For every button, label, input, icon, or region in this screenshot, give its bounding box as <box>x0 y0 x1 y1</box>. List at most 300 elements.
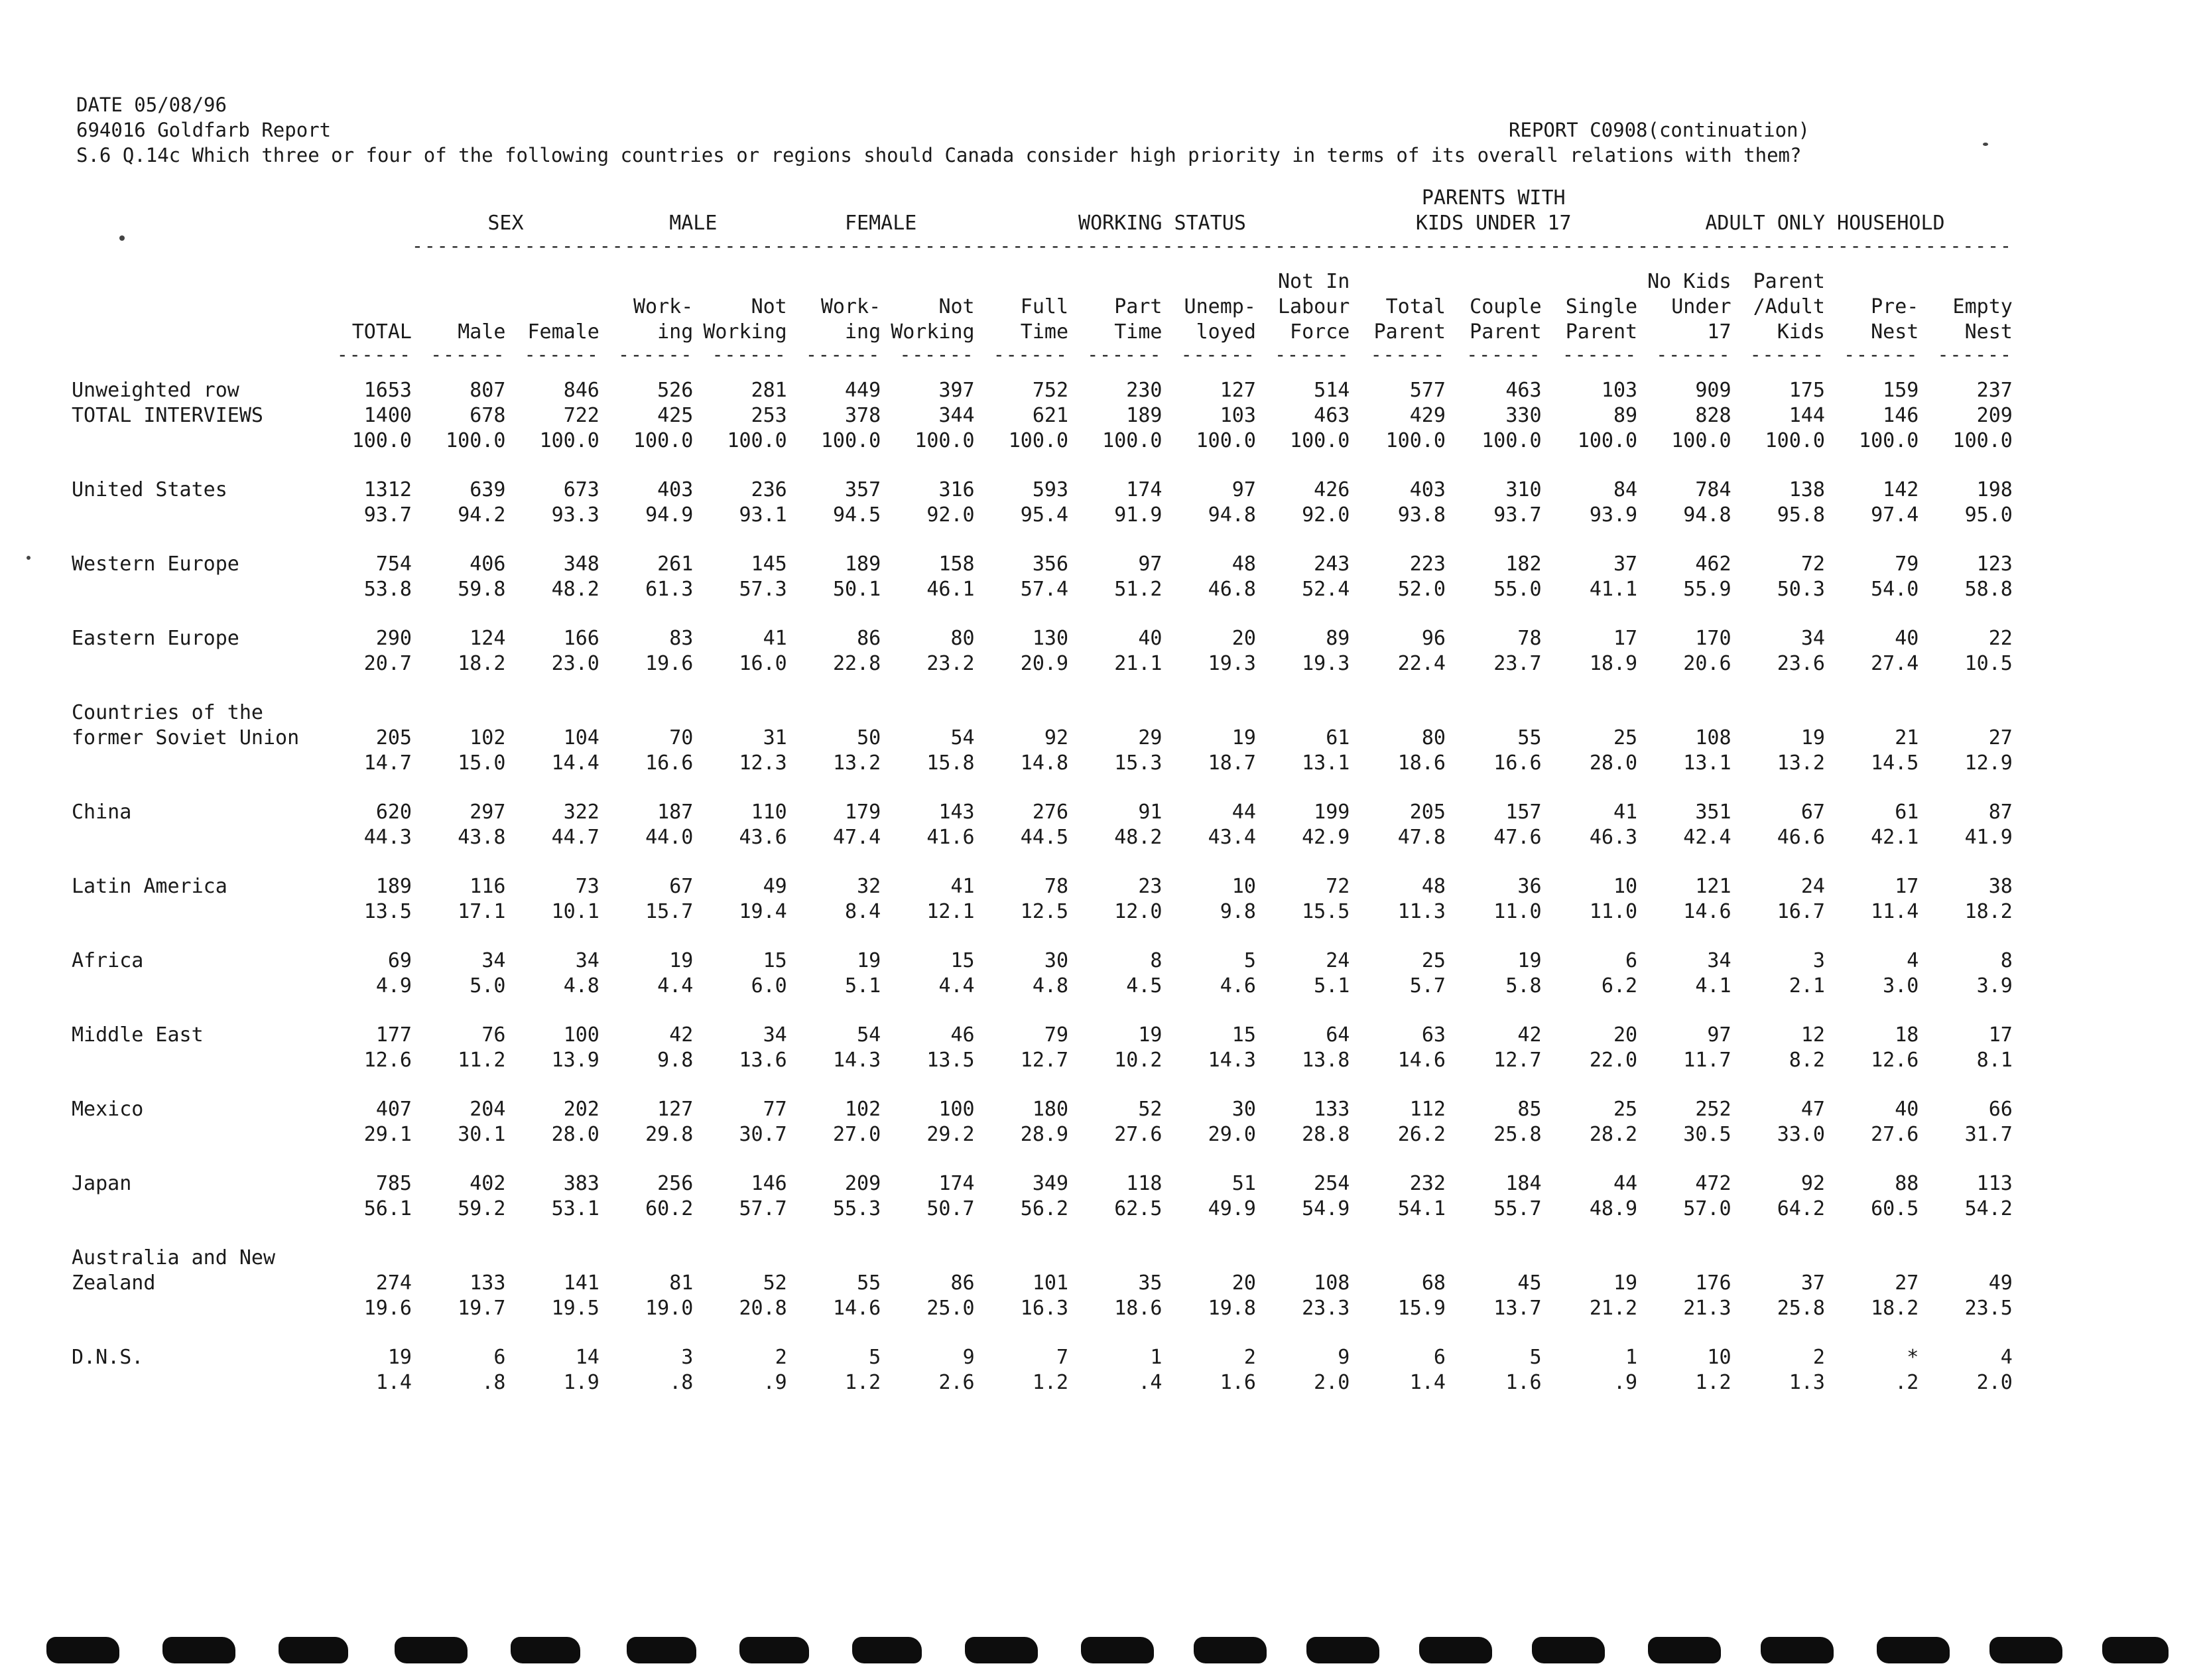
cell-value: 58.8 <box>1964 578 2013 601</box>
cell-value: 12.0 <box>1114 900 1163 923</box>
column-rule: ------ <box>899 344 975 365</box>
cell-value: 45 <box>1517 1271 1542 1295</box>
column-header <box>1825 269 1919 294</box>
cell-value: 48.9 <box>1589 1197 1638 1220</box>
cell-value: 6.0 <box>751 974 787 998</box>
cell-value: 20 <box>1613 1023 1638 1047</box>
cell-value: 19 <box>1138 1023 1163 1047</box>
column-rule: ------ <box>336 344 412 365</box>
cell-value: 123 <box>1976 552 2013 576</box>
cell-value: 472 <box>1695 1172 1732 1195</box>
row-label <box>72 236 327 256</box>
cell-value: 19.5 <box>551 1297 599 1320</box>
cell-value: 25.8 <box>1493 1123 1542 1146</box>
row-label: Latin America <box>72 875 227 898</box>
cell-value: 102 <box>470 726 506 749</box>
cell-value: 103 <box>1220 404 1256 427</box>
cell-value: 23.3 <box>1302 1297 1350 1320</box>
cell-value: 14.3 <box>832 1049 881 1072</box>
cell-value: 22.0 <box>1589 1049 1638 1072</box>
cell-value: 22.4 <box>1397 652 1446 675</box>
column-header: Working <box>891 320 975 344</box>
cell-value: 55 <box>1517 726 1542 749</box>
cell-value: 48 <box>1231 552 1256 576</box>
cell-value: 44.0 <box>645 826 694 849</box>
cell-value: 21.1 <box>1114 652 1163 675</box>
cell-value: 2.6 <box>938 1371 975 1394</box>
cell-value: 29 <box>1138 726 1163 749</box>
cell-value: 54.2 <box>1964 1197 2013 1220</box>
pct-row <box>72 974 2013 999</box>
cell-value: 112 <box>1409 1098 1446 1121</box>
cell-value: 57.4 <box>1020 578 1069 601</box>
count-row <box>72 552 2013 577</box>
cell-value: 44.5 <box>1020 826 1069 849</box>
pct-row <box>72 577 2013 602</box>
row-label: Zealand <box>72 1271 156 1295</box>
cell-value: 57.0 <box>1683 1197 1732 1220</box>
cell-value: 12.6 <box>1871 1049 1919 1072</box>
cell-value: 146 <box>1883 404 1919 427</box>
cell-value: 20.8 <box>739 1297 787 1320</box>
column-header <box>505 269 599 294</box>
survey-question: S.6 Q.14c Which three or four of the following countries or regions should Canada consider high priority in terms of its overall relations with them? <box>76 144 1802 166</box>
pct-row <box>72 1296 2013 1321</box>
column-header: Parent <box>1753 270 1825 293</box>
column-header: No Kids <box>1647 270 1732 293</box>
cell-value: 100.0 <box>1671 429 1732 452</box>
cell-value: 55.7 <box>1493 1197 1542 1220</box>
column-header: Parent <box>1470 320 1542 344</box>
cell-value: 46 <box>950 1023 975 1047</box>
cell-value: 378 <box>845 404 881 427</box>
cell-value: 16.7 <box>1777 900 1825 923</box>
cell-value: 383 <box>563 1172 599 1195</box>
cell-value: 144 <box>1789 404 1825 427</box>
cell-value: 23.7 <box>1493 652 1542 675</box>
gap <box>72 1073 2013 1097</box>
cell-value: 514 <box>1314 379 1350 402</box>
column-rule: ------ <box>618 344 694 365</box>
column-header: Male <box>458 320 506 344</box>
cell-value: 17.1 <box>458 900 506 923</box>
cell-value: 50.1 <box>832 578 881 601</box>
cell-value: 9.8 <box>1220 900 1256 923</box>
cell-value: 577 <box>1409 379 1446 402</box>
cell-value: 722 <box>563 404 599 427</box>
row-label: Eastern Europe <box>72 627 239 650</box>
cell-value: 463 <box>1505 379 1542 402</box>
cell-value: 1.6 <box>1505 1371 1542 1394</box>
cell-value: 11.7 <box>1683 1049 1732 1072</box>
column-header <box>1162 269 1255 294</box>
column-header: Nest <box>1964 320 2013 344</box>
cell-value: 72 <box>1326 875 1350 898</box>
column-header <box>505 294 599 320</box>
column-rule: ------ <box>712 344 787 365</box>
cell-value: 180 <box>1032 1098 1069 1121</box>
cell-value: 463 <box>1314 404 1350 427</box>
column-header <box>1542 269 1638 294</box>
cell-value: 92 <box>1044 726 1069 749</box>
cell-value: 198 <box>1976 478 2013 501</box>
row-label <box>72 1122 327 1147</box>
cell-value: 13.6 <box>739 1049 787 1072</box>
cell-value: 18.9 <box>1589 652 1638 675</box>
cell-value: 43.6 <box>739 826 787 849</box>
cell-value: 44 <box>1231 801 1256 824</box>
pct-row <box>72 899 2013 925</box>
row-label: China <box>72 801 132 824</box>
column-header <box>412 294 505 320</box>
cell-value: 3 <box>1812 949 1825 972</box>
count-row <box>72 1271 2013 1296</box>
cell-value: 1400 <box>363 404 412 427</box>
cell-value: 204 <box>470 1098 506 1121</box>
column-header <box>1446 269 1542 294</box>
cell-value: 256 <box>657 1172 694 1195</box>
column-rule: ------ <box>1275 344 1350 365</box>
cell-value: 92 <box>1800 1172 1825 1195</box>
cell-value: 27.6 <box>1871 1123 1919 1146</box>
count-row <box>72 1097 2013 1122</box>
cell-value: 22.8 <box>832 652 881 675</box>
group-label-2: PARENTS WITH <box>1421 186 1566 210</box>
cell-value: 46.8 <box>1208 578 1256 601</box>
cell-value: 50 <box>857 726 881 749</box>
cell-value: 19.7 <box>458 1297 506 1320</box>
cell-value: 344 <box>938 404 975 427</box>
cell-value: 8 <box>2000 949 2013 972</box>
pct-row <box>72 1122 2013 1147</box>
cell-value: 1 <box>1150 1346 1163 1369</box>
row-label <box>72 345 327 365</box>
cell-value: 1.2 <box>1032 1371 1069 1394</box>
cell-value: 6.2 <box>1601 974 1638 998</box>
cell-value: 145 <box>751 552 787 576</box>
row-label <box>72 751 327 776</box>
cell-value: 232 <box>1409 1172 1446 1195</box>
row-label <box>72 1296 327 1321</box>
cell-value: 8.1 <box>1976 1049 2013 1072</box>
cell-value: 27.0 <box>832 1123 881 1146</box>
cell-value: 94.5 <box>832 503 881 527</box>
pct-row <box>72 1196 2013 1222</box>
cell-value: 179 <box>845 801 881 824</box>
cell-value: 2.0 <box>1976 1371 2013 1394</box>
count-row <box>72 726 2013 751</box>
row-label <box>72 999 327 1023</box>
row-label <box>72 211 327 236</box>
column-header: Force <box>1290 320 1350 344</box>
column-rule: ------ <box>806 344 881 365</box>
cell-value: 9 <box>1338 1346 1350 1369</box>
cell-value: 118 <box>1126 1172 1163 1195</box>
cell-value: 110 <box>751 801 787 824</box>
column-rule: ------ <box>1562 344 1638 365</box>
cell-value: 620 <box>375 801 412 824</box>
cell-value: 828 <box>1695 404 1732 427</box>
cell-value: 425 <box>657 404 694 427</box>
column-header: Part <box>1114 295 1163 318</box>
row-label <box>72 925 327 948</box>
cell-value: 170 <box>1695 627 1732 650</box>
cell-value: 83 <box>669 627 694 650</box>
cell-value: 19 <box>387 1346 412 1369</box>
cell-value: 12.1 <box>926 900 975 923</box>
column-header: Pre- <box>1871 295 1919 318</box>
cell-value: 182 <box>1505 552 1542 576</box>
cell-value: 4.4 <box>657 974 694 998</box>
cell-value: 1.2 <box>845 1371 881 1394</box>
cell-value: 30.1 <box>458 1123 506 1146</box>
total-pct-row <box>72 428 2013 454</box>
cell-value: 449 <box>845 379 881 402</box>
cell-value: 62.5 <box>1114 1197 1163 1220</box>
cell-value: 16.6 <box>1493 751 1542 775</box>
cell-value: 40 <box>1895 627 1919 650</box>
cell-value: 108 <box>1314 1271 1350 1295</box>
cell-value: 349 <box>1032 1172 1069 1195</box>
cell-value: 18.6 <box>1114 1297 1163 1320</box>
cell-value: 18.2 <box>1871 1297 1919 1320</box>
cell-value: 14.6 <box>832 1297 881 1320</box>
cell-value: 1.4 <box>1409 1371 1446 1394</box>
cell-value: 23.5 <box>1964 1297 2013 1320</box>
cell-value: 116 <box>470 875 506 898</box>
cell-value: 44.3 <box>363 826 412 849</box>
cell-value: 53.8 <box>363 578 412 601</box>
cell-value: 86 <box>950 1271 975 1295</box>
cell-value: 18 <box>1895 1023 1919 1047</box>
cell-value: 20 <box>1231 1271 1256 1295</box>
column-header-row-3 <box>72 320 2013 345</box>
cell-value: 78 <box>1517 627 1542 650</box>
group-rule: ----------------------- <box>1350 235 1638 257</box>
cell-value: 56.2 <box>1020 1197 1069 1220</box>
cell-value: 12.9 <box>1964 751 2013 775</box>
cell-value: 51.2 <box>1114 578 1163 601</box>
cell-value: 46.6 <box>1777 826 1825 849</box>
cell-value: 27 <box>1988 726 2013 749</box>
cell-value: 59.8 <box>458 578 506 601</box>
cell-value: 48 <box>1421 875 1446 898</box>
cell-value: 5 <box>1529 1346 1542 1369</box>
column-rule: ------ <box>1466 344 1542 365</box>
cell-value: 2.0 <box>1314 1371 1350 1394</box>
group-rule <box>72 236 2013 256</box>
cell-value: 36 <box>1517 875 1542 898</box>
cell-value: 19 <box>1613 1271 1638 1295</box>
cell-value: 18.7 <box>1208 751 1256 775</box>
cell-value: 14.7 <box>363 751 412 775</box>
row-label <box>72 651 327 677</box>
cell-value: 356 <box>1032 552 1069 576</box>
cell-value: 1312 <box>363 478 412 501</box>
row-label <box>72 294 327 320</box>
gap <box>72 1147 2013 1171</box>
cell-value: 28.0 <box>551 1123 599 1146</box>
column-header: Unemp- <box>1184 295 1256 318</box>
cell-value: 21.3 <box>1683 1297 1732 1320</box>
cell-value: 34 <box>1707 949 1732 972</box>
cell-value: 81 <box>669 1271 694 1295</box>
cell-value: 34 <box>1800 627 1825 650</box>
column-header: Under <box>1671 295 1732 318</box>
row-label-line <box>72 700 2013 726</box>
cell-value: 276 <box>1032 801 1069 824</box>
cell-value: 17 <box>1988 1023 2013 1047</box>
group-rule: ------------------------------ <box>1637 235 2013 257</box>
group-header-row-2 <box>72 211 2013 236</box>
cell-value: 54.0 <box>1871 578 1919 601</box>
row-label: Mexico <box>72 1098 144 1121</box>
row-label: Africa <box>72 949 144 972</box>
unweighted-row <box>72 378 2013 403</box>
cell-value: 108 <box>1695 726 1732 749</box>
group-label: WORKING STATUS <box>1078 212 1246 235</box>
cell-value: 78 <box>1044 875 1069 898</box>
cell-value: 19 <box>1800 726 1825 749</box>
cell-value: 14.4 <box>551 751 599 775</box>
cell-value: 1 <box>1625 1346 1638 1369</box>
cell-value: 55.3 <box>832 1197 881 1220</box>
cell-value: 41.9 <box>1964 826 2013 849</box>
cell-value: 15 <box>763 949 787 972</box>
column-header <box>412 269 505 294</box>
cell-value: 77 <box>763 1098 787 1121</box>
cell-value: 909 <box>1695 379 1732 402</box>
cell-value: .9 <box>763 1371 787 1394</box>
cell-value: 5 <box>869 1346 881 1369</box>
column-header: ing <box>845 320 881 344</box>
cell-value: 526 <box>657 379 694 402</box>
row-label <box>72 974 327 999</box>
gap <box>72 776 2013 800</box>
cell-value: 30.7 <box>739 1123 787 1146</box>
cell-value: 158 <box>938 552 975 576</box>
pct-row <box>72 651 2013 677</box>
cell-value: 34 <box>575 949 599 972</box>
cell-value: 31.7 <box>1964 1123 2013 1146</box>
row-label <box>72 454 327 478</box>
column-rule: ------ <box>993 344 1069 365</box>
cell-value: 403 <box>657 478 694 501</box>
row-label: Countries of the <box>72 701 263 724</box>
cell-value: 7 <box>1056 1346 1069 1369</box>
cell-value: 754 <box>375 552 412 576</box>
cell-value: 19.3 <box>1208 652 1256 675</box>
cell-value: 49 <box>763 875 787 898</box>
row-label: former Soviet Union <box>72 726 300 749</box>
cell-value: 426 <box>1314 478 1350 501</box>
cell-value: 23.2 <box>926 652 975 675</box>
cell-value: 175 <box>1789 379 1825 402</box>
column-header: Nest <box>1871 320 1919 344</box>
column-header-row-2 <box>72 294 2013 320</box>
group-label-2 <box>787 186 975 211</box>
row-label <box>72 186 327 211</box>
cell-value: 19.3 <box>1302 652 1350 675</box>
cell-value: 12.3 <box>739 751 787 775</box>
cell-value: 41 <box>1613 801 1638 824</box>
column-header: Work- <box>633 295 694 318</box>
gap <box>72 454 2013 478</box>
gap <box>72 602 2013 626</box>
cell-value: 100.0 <box>1290 429 1350 452</box>
cell-value: 27.6 <box>1114 1123 1163 1146</box>
cell-value: 100.0 <box>1952 429 2013 452</box>
cell-value: 13.5 <box>363 900 412 923</box>
cell-value: 4.5 <box>1126 974 1163 998</box>
column-rule: ------ <box>1370 344 1446 365</box>
cell-value: 2 <box>775 1346 787 1369</box>
cell-value: 97 <box>1707 1023 1732 1047</box>
cell-value: 13.9 <box>551 1049 599 1072</box>
cell-value: 41.6 <box>926 826 975 849</box>
cell-value: 100.0 <box>1102 429 1163 452</box>
column-header: ing <box>657 320 694 344</box>
cell-value: 52.0 <box>1397 578 1446 601</box>
cell-value: 205 <box>375 726 412 749</box>
cell-value: 17 <box>1895 875 1919 898</box>
cell-value: 24 <box>1326 949 1350 972</box>
cell-value: 57.3 <box>739 578 787 601</box>
row-label <box>72 602 327 626</box>
cell-value: 92.0 <box>926 503 975 527</box>
cell-value: 49 <box>1988 1271 2013 1295</box>
cell-value: 63 <box>1421 1023 1446 1047</box>
cell-value: 322 <box>563 801 599 824</box>
pct-row <box>72 751 2013 776</box>
cell-value: 19.6 <box>363 1297 412 1320</box>
column-rule: ------ <box>1656 344 1732 365</box>
cell-value: 16.6 <box>645 751 694 775</box>
cell-value: 76 <box>481 1023 506 1047</box>
cell-value: 30.5 <box>1683 1123 1732 1146</box>
group-label-2 <box>1637 186 2013 211</box>
cell-value: 11.3 <box>1397 900 1446 923</box>
cell-value: 187 <box>657 801 694 824</box>
cell-value: 93.1 <box>739 503 787 527</box>
total-row <box>72 403 2013 428</box>
cell-value: 209 <box>845 1172 881 1195</box>
row-label <box>72 825 327 850</box>
cell-value: 69 <box>387 949 412 972</box>
cell-value: 94.8 <box>1208 503 1256 527</box>
column-rule <box>72 345 2013 365</box>
spacer <box>72 256 2013 269</box>
cell-value: 593 <box>1032 478 1069 501</box>
group-rule: --------------- <box>787 235 975 257</box>
cell-value: 67 <box>1800 801 1825 824</box>
column-header: Couple <box>1470 295 1542 318</box>
group-label-2 <box>412 186 599 211</box>
cell-value: 113 <box>1976 1172 2013 1195</box>
cell-value: 18.6 <box>1397 751 1446 775</box>
cell-value: 143 <box>938 801 975 824</box>
column-rule: ------ <box>1749 344 1825 365</box>
cell-value: 64.2 <box>1777 1197 1825 1220</box>
cell-value: 14.8 <box>1020 751 1069 775</box>
cell-value: 29.0 <box>1208 1123 1256 1146</box>
cell-value: 15.8 <box>926 751 975 775</box>
cell-value: 254 <box>1314 1172 1350 1195</box>
cell-value: 93.3 <box>551 503 599 527</box>
cell-value: 274 <box>375 1271 412 1295</box>
cell-value: 157 <box>1505 801 1542 824</box>
row-label <box>72 256 327 269</box>
